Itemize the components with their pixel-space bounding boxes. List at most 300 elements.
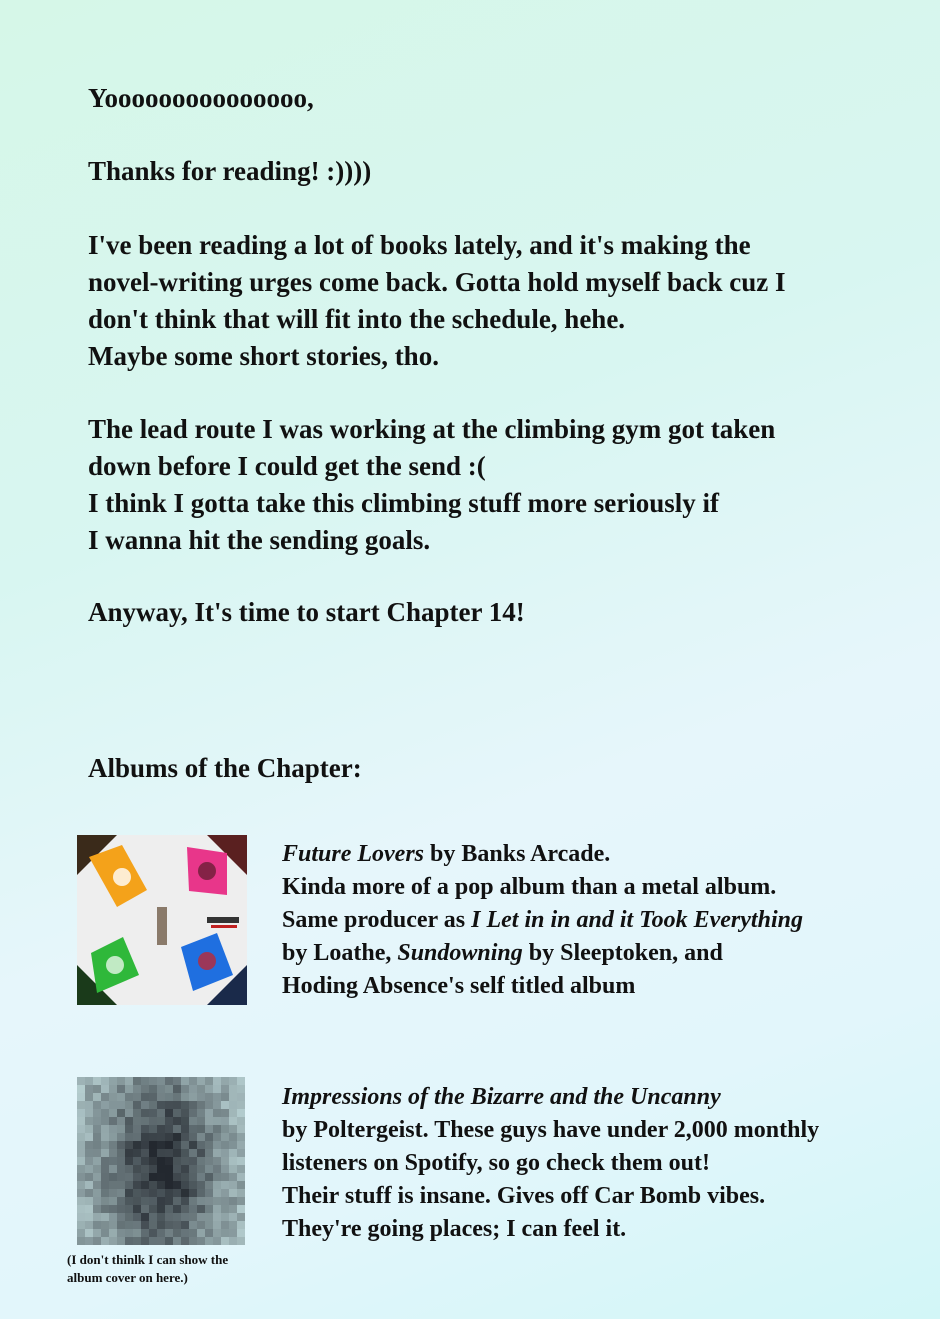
cover-pixel [141, 1237, 149, 1245]
cover-pixel [93, 1229, 101, 1237]
cover-pixel [237, 1085, 245, 1093]
cover-pixel [173, 1205, 181, 1213]
cover-pixel [205, 1125, 213, 1133]
cover-pixel [117, 1085, 125, 1093]
cover-pixel [149, 1125, 157, 1133]
cover-pixel [165, 1181, 173, 1189]
cover-pixel [77, 1093, 85, 1101]
cover-pixel [85, 1229, 93, 1237]
chapter-line: Anyway, It's time to start Chapter 14! [88, 597, 525, 627]
cover-pixel [197, 1141, 205, 1149]
cover-pixel [117, 1149, 125, 1157]
cover-pixel [189, 1173, 197, 1181]
cover-pixel [109, 1237, 117, 1245]
cover-pixel [93, 1077, 101, 1085]
cover-pixel [101, 1141, 109, 1149]
cover-pixel [205, 1117, 213, 1125]
climbing-line: I think I gotta take this climbing stuff more seriously if [88, 488, 720, 518]
cover-pixel [189, 1109, 197, 1117]
cover-pixel [213, 1205, 221, 1213]
cover-pixel [165, 1205, 173, 1213]
cover-pixel [165, 1109, 173, 1117]
cover-pixel [77, 1213, 85, 1221]
cover-pixel [205, 1085, 213, 1093]
cover-pixel [109, 1157, 117, 1165]
cover-pixel [173, 1149, 181, 1157]
cover-pixel [133, 1189, 141, 1197]
cover-pixel [197, 1125, 205, 1133]
cover-pixel [109, 1229, 117, 1237]
cover-pixel [181, 1205, 189, 1213]
cover-pixel [133, 1077, 141, 1085]
album2-line: by Poltergeist. These guys have under 2,000 monthly [282, 1117, 820, 1143]
cover-pixel [133, 1133, 141, 1141]
cover-pixel [109, 1213, 117, 1221]
cover-pixel [229, 1197, 237, 1205]
cover-pixel [117, 1205, 125, 1213]
cover-pixel [77, 1149, 85, 1157]
cover-pixel [181, 1141, 189, 1149]
cover-pixel [189, 1117, 197, 1125]
cover-pixel [93, 1149, 101, 1157]
cover-pixel [205, 1157, 213, 1165]
cover-pixel [141, 1141, 149, 1149]
cover-pixel [237, 1189, 245, 1197]
cover-pixel [141, 1173, 149, 1181]
cover-pixel [213, 1133, 221, 1141]
cover-pixel [77, 1197, 85, 1205]
cover-pixel [101, 1197, 109, 1205]
cover-pixel [101, 1085, 109, 1093]
cover-pixel [157, 1093, 165, 1101]
album1-center-figure [157, 907, 167, 945]
cover-pixel [141, 1181, 149, 1189]
cover-pixel [205, 1077, 213, 1085]
album2-title: Impressions of the Bizarre and the Uncanny [282, 1084, 721, 1110]
cover-pixel [157, 1117, 165, 1125]
cover-pixel [77, 1229, 85, 1237]
cover-pixel [213, 1149, 221, 1157]
cover-pixel [229, 1117, 237, 1125]
cover-pixel [77, 1165, 85, 1173]
cover-pixel [237, 1197, 245, 1205]
cover-pixel [181, 1157, 189, 1165]
cover-pixel [213, 1141, 221, 1149]
cover-pixel [133, 1141, 141, 1149]
cover-pixel [173, 1229, 181, 1237]
cover-pixel [117, 1117, 125, 1125]
cover-pixel [229, 1181, 237, 1189]
cover-pixel [165, 1093, 173, 1101]
cover-pixel [101, 1181, 109, 1189]
cover-pixel [133, 1109, 141, 1117]
cover-pixel [205, 1221, 213, 1229]
cover-pixel [189, 1085, 197, 1093]
cover-pixel [77, 1157, 85, 1165]
cover-pixel [165, 1213, 173, 1221]
cover-pixel [165, 1125, 173, 1133]
reading-line: novel-writing urges come back. Gotta hold myself back cuz I [88, 267, 786, 297]
cover-pixel [157, 1109, 165, 1117]
cover-pixel [149, 1189, 157, 1197]
cover-pixel [117, 1165, 125, 1173]
cover-pixel [109, 1133, 117, 1141]
cover-pixel [197, 1093, 205, 1101]
cover-pixel [213, 1117, 221, 1125]
cover-pixel [93, 1093, 101, 1101]
cover-pixel [229, 1149, 237, 1157]
cover-pixel [93, 1205, 101, 1213]
cover-pixel [141, 1077, 149, 1085]
cover-pixel [157, 1181, 165, 1189]
cover-pixel [93, 1213, 101, 1221]
cover-pixel [229, 1221, 237, 1229]
cover-pixel [205, 1149, 213, 1157]
cover-pixel [173, 1141, 181, 1149]
cover-pixel [133, 1229, 141, 1237]
cover-pixel [93, 1165, 101, 1173]
cover-pixel [141, 1117, 149, 1125]
cover-pixel [101, 1213, 109, 1221]
cover-pixel [157, 1221, 165, 1229]
cover-pixel [125, 1237, 133, 1245]
cover-pixel [93, 1109, 101, 1117]
cover-pixel [165, 1173, 173, 1181]
cover-pixel [213, 1197, 221, 1205]
cover-pixel [189, 1149, 197, 1157]
cover-pixel [125, 1125, 133, 1133]
cover-pixel [237, 1149, 245, 1157]
cover-pixel [173, 1189, 181, 1197]
cover-pixel [181, 1165, 189, 1173]
cover-pixel [101, 1157, 109, 1165]
cover-pixel [181, 1237, 189, 1245]
cover-pixel [101, 1117, 109, 1125]
cover-pixel [125, 1197, 133, 1205]
cover-pixel [117, 1229, 125, 1237]
cover-pixel [125, 1165, 133, 1173]
cover-pixel [165, 1197, 173, 1205]
cover-pixel [149, 1157, 157, 1165]
cover-pixel [189, 1141, 197, 1149]
cover-pixel [197, 1085, 205, 1093]
cover-pixel [133, 1101, 141, 1109]
greeting: Yooooooooooooooo, [88, 83, 314, 113]
cover-pixel [205, 1109, 213, 1117]
cover-pixel [101, 1093, 109, 1101]
cover-pixel [189, 1133, 197, 1141]
cover-pixel [133, 1093, 141, 1101]
cover-pixel [181, 1117, 189, 1125]
cover-pixel [117, 1213, 125, 1221]
cover-pixel [85, 1189, 93, 1197]
cover-pixel [117, 1221, 125, 1229]
cover-pixel [141, 1165, 149, 1173]
cover-pixel [229, 1077, 237, 1085]
cover-pixel [221, 1093, 229, 1101]
cover-pixel [205, 1141, 213, 1149]
cover-pixel [117, 1077, 125, 1085]
cover-pixel [117, 1093, 125, 1101]
cover-pixel [229, 1213, 237, 1221]
cover-pixel [205, 1189, 213, 1197]
cover-pixel [237, 1229, 245, 1237]
cover-pixel [173, 1181, 181, 1189]
cover-pixel [221, 1109, 229, 1117]
cover-pixel [85, 1213, 93, 1221]
cover-pixel [109, 1165, 117, 1173]
cover-pixel [237, 1109, 245, 1117]
cover-pixel [157, 1077, 165, 1085]
cover-pixel [93, 1221, 101, 1229]
cover-pixel [101, 1109, 109, 1117]
cover-pixel [165, 1133, 173, 1141]
thanks-line: Thanks for reading! :)))) [88, 156, 372, 186]
cover-pixel [189, 1093, 197, 1101]
cover-pixel [125, 1213, 133, 1221]
cover-pixel [237, 1125, 245, 1133]
cover-pixel [197, 1229, 205, 1237]
cover-pixel [141, 1189, 149, 1197]
cover-pixel [173, 1157, 181, 1165]
cover-pixel [109, 1101, 117, 1109]
cover-pixel [237, 1101, 245, 1109]
cover-pixel [77, 1173, 85, 1181]
cover-pixel [189, 1181, 197, 1189]
cover-pixel [125, 1109, 133, 1117]
cover-pixel [221, 1197, 229, 1205]
cover-pixel [173, 1117, 181, 1125]
reading-line: I've been reading a lot of books lately, and it's making the [88, 230, 751, 260]
cover-pixel [141, 1109, 149, 1117]
cover-pixel [213, 1157, 221, 1165]
cover-pixel [229, 1085, 237, 1093]
cover-pixel [133, 1173, 141, 1181]
cover-pixel [109, 1221, 117, 1229]
cover-pixel [149, 1109, 157, 1117]
cover-pixel [173, 1165, 181, 1173]
cover-pixel [149, 1197, 157, 1205]
cover-pixel [197, 1181, 205, 1189]
cover-pixel [149, 1149, 157, 1157]
cover-pixel [101, 1149, 109, 1157]
cover-pixel [197, 1213, 205, 1221]
cover-pixel [125, 1093, 133, 1101]
cover-pixel [197, 1149, 205, 1157]
cover-pixel [125, 1181, 133, 1189]
cover-pixel [181, 1149, 189, 1157]
cover-pixel [173, 1101, 181, 1109]
album1-title: Future Lovers [282, 841, 425, 867]
cover-pixel [229, 1173, 237, 1181]
cover-pixel [197, 1077, 205, 1085]
cover-pixel [85, 1117, 93, 1125]
cover-pixel [197, 1133, 205, 1141]
cover-pixel [165, 1077, 173, 1085]
cover-pixel [229, 1189, 237, 1197]
cover-pixel [197, 1157, 205, 1165]
cover-pixel [181, 1077, 189, 1085]
cover-pixel [117, 1197, 125, 1205]
cover-pixel [77, 1125, 85, 1133]
cover-pixel [173, 1221, 181, 1229]
cover-pixel [85, 1109, 93, 1117]
cover-pixel [181, 1181, 189, 1189]
cover-pixel [85, 1205, 93, 1213]
cover-pixel [109, 1117, 117, 1125]
cover-pixel [125, 1173, 133, 1181]
cover-pixel [133, 1181, 141, 1189]
cover-pixel [93, 1197, 101, 1205]
cover-pixel [221, 1125, 229, 1133]
cover-pixel [93, 1141, 101, 1149]
climbing-paragraph [88, 411, 908, 559]
cover-pixel [149, 1165, 157, 1173]
cover-pixel [157, 1149, 165, 1157]
cover-pixel [229, 1125, 237, 1133]
cover-pixel [205, 1093, 213, 1101]
cover-pixel [85, 1133, 93, 1141]
cover-pixel [157, 1213, 165, 1221]
cover-pixel [237, 1157, 245, 1165]
cover-pixel [157, 1189, 165, 1197]
cover-pixel [125, 1229, 133, 1237]
album2-cover-image-pixelated [77, 1077, 245, 1245]
cover-pixel [141, 1149, 149, 1157]
cover-pixel [141, 1133, 149, 1141]
cover-pixel [229, 1157, 237, 1165]
cover-pixel [93, 1237, 101, 1245]
cover-pixel [101, 1133, 109, 1141]
cover-pixel [149, 1237, 157, 1245]
cover-pixel [237, 1213, 245, 1221]
cover-pixel [141, 1197, 149, 1205]
cover-pixel [173, 1173, 181, 1181]
cover-pixel [157, 1173, 165, 1181]
cover-pixel [173, 1125, 181, 1133]
cover-pixel [237, 1117, 245, 1125]
cover-pixel [173, 1077, 181, 1085]
cover-pixel [221, 1165, 229, 1173]
cover-pixel [157, 1085, 165, 1093]
cover-pixel [213, 1101, 221, 1109]
cover-pixel [157, 1157, 165, 1165]
cover-pixel [221, 1173, 229, 1181]
cover-pixel [125, 1101, 133, 1109]
cover-pixel [149, 1229, 157, 1237]
cover-pixel [165, 1237, 173, 1245]
cover-pixel [109, 1173, 117, 1181]
cover-pixel [173, 1213, 181, 1221]
cover-pixel [125, 1205, 133, 1213]
cover-pixel [229, 1133, 237, 1141]
cover-pixel [165, 1157, 173, 1165]
cover-pixel [125, 1077, 133, 1085]
cover-pixel [117, 1125, 125, 1133]
cover-pixel [109, 1093, 117, 1101]
cover-pixel [109, 1085, 117, 1093]
climbing-line: The lead route I was working at the climbing gym got taken [88, 414, 776, 444]
cover-pixel [85, 1085, 93, 1093]
cover-pixel [197, 1237, 205, 1245]
cover-pixel [133, 1157, 141, 1165]
cover-pixel [181, 1221, 189, 1229]
cover-pixel [165, 1141, 173, 1149]
cover-pixel [165, 1117, 173, 1125]
cover-pixel [189, 1101, 197, 1109]
cover-pixel [213, 1109, 221, 1117]
cover-pixel [125, 1117, 133, 1125]
cover-pixel [165, 1229, 173, 1237]
cover-pixel [165, 1085, 173, 1093]
cover-pixel [205, 1197, 213, 1205]
cover-pixel [229, 1141, 237, 1149]
cover-pixel [157, 1197, 165, 1205]
climbing-line: down before I could get the send :( [88, 451, 486, 481]
cover-pixel [85, 1221, 93, 1229]
cover-pixel [173, 1197, 181, 1205]
reading-paragraph [88, 227, 908, 375]
cover-pixel [221, 1085, 229, 1093]
cover-pixel [133, 1149, 141, 1157]
cover-pixel [93, 1133, 101, 1141]
cover-pixel [133, 1165, 141, 1173]
cover-pixel [181, 1101, 189, 1109]
cover-pixel [141, 1229, 149, 1237]
cover-pixel [237, 1141, 245, 1149]
cover-pixel [109, 1197, 117, 1205]
cover-pixel [77, 1077, 85, 1085]
cover-pixel [189, 1165, 197, 1173]
cover-pixel [101, 1205, 109, 1213]
cover-pixel [197, 1189, 205, 1197]
cover-pixel [237, 1093, 245, 1101]
cover-pixel [125, 1133, 133, 1141]
cover-pixel [197, 1221, 205, 1229]
cover-pixel [85, 1101, 93, 1109]
cover-pixel [221, 1133, 229, 1141]
cover-pixel [149, 1101, 157, 1109]
cover-pixel [221, 1157, 229, 1165]
cover-pixel [77, 1109, 85, 1117]
cover-pixel [181, 1229, 189, 1237]
cover-pixel [197, 1117, 205, 1125]
cover-pixel [141, 1101, 149, 1109]
cover-pixel [189, 1077, 197, 1085]
cover-pixel [101, 1101, 109, 1109]
cover-pixel [117, 1181, 125, 1189]
cover-pixel [133, 1117, 141, 1125]
cover-pixel [125, 1141, 133, 1149]
cover-pixel [77, 1237, 85, 1245]
cover-pixel [205, 1205, 213, 1213]
cover-pixel [213, 1221, 221, 1229]
cover-pixel [149, 1085, 157, 1093]
cover-pixel [237, 1173, 245, 1181]
climbing-line: I wanna hit the sending goals. [88, 525, 431, 555]
cover-pixel [197, 1197, 205, 1205]
album2-cover-caption: (I don't thinlk I can show the album cover on here.) [67, 1252, 229, 1285]
cover-pixel [141, 1085, 149, 1093]
cover-pixel [133, 1125, 141, 1133]
cover-pixel [197, 1165, 205, 1173]
cover-pixel [85, 1077, 93, 1085]
cover-pixel [157, 1205, 165, 1213]
cover-pixel [205, 1229, 213, 1237]
cover-pixel [149, 1141, 157, 1149]
cover-pixel [173, 1237, 181, 1245]
cover-pixel [205, 1181, 213, 1189]
